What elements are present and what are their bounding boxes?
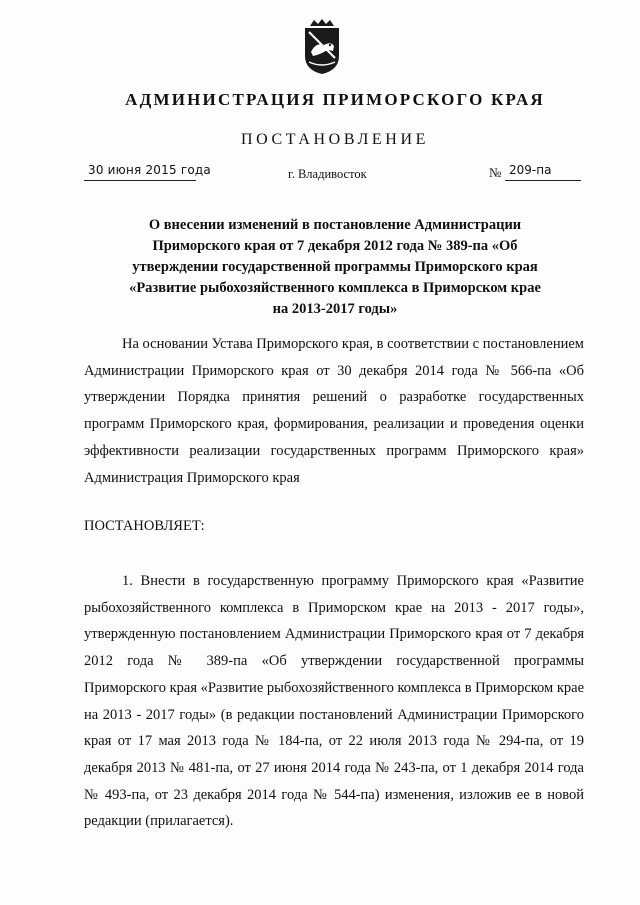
organization-title: АДМИНИСТРАЦИЯ ПРИМОРСКОГО КРАЯ [125,90,545,109]
decree-word: ПОСТАНОВЛЯЕТ: [84,518,205,534]
preamble-paragraph: На основании Устава Приморского края, в соответствии с постановлением Администрации Приморского края от 30 декабря 2014 года № 566-па «Об утверждении Порядка принятия решений о разработке государственных программ Приморского края, формирования, реализации и проведения оценки эффективности реализации государственных программ Приморского края» Администрация Приморского края [84,336,584,486]
document-city: г. Владивосток [288,167,367,181]
document-number: 209-па [509,163,552,177]
document-date: 30 июня 2015 года [88,163,211,177]
document-type: ПОСТАНОВЛЕНИЕ [241,131,429,148]
coat-of-arms-icon [300,18,344,76]
date-underline [84,180,196,181]
number-underline [505,180,581,181]
document-subject: О внесении изменений в постановление Администрации Приморского края от 7 декабря 2012 года № 389-па «Об утверждении государственной программы Приморского края «Развитие рыбохозяйственного комплекса в Приморском крае на 2013-2017 годы» [129,217,541,317]
decree-item-1: 1. Внести в государственную программу Приморского края «Развитие рыбохозяйственного комплекса в Приморском крае на 2013 - 2017 годы», утвержденную постановлением Администрации Приморского края от 7 декабря 2012 года № 389-па «Об утверждении государственной программы Приморского края «Развитие рыбохозяйственного комплекса в Приморском крае на 2013 - 2017 годы» (в редакции постановлений Администрации Приморского края от 17 мая 2013 года № 184-па, от 22 июля 2013 года № 294-па, от 19 декабря 2013 № 481-па, от 27 июня 2014 года № 243-па, от 1 декабря 2014 года № 493-па, от 23 декабря 2014 года № 544-па) изменения, изложив ее в новой редакции (прилагается). [84,573,585,830]
number-sign: № [489,165,502,180]
